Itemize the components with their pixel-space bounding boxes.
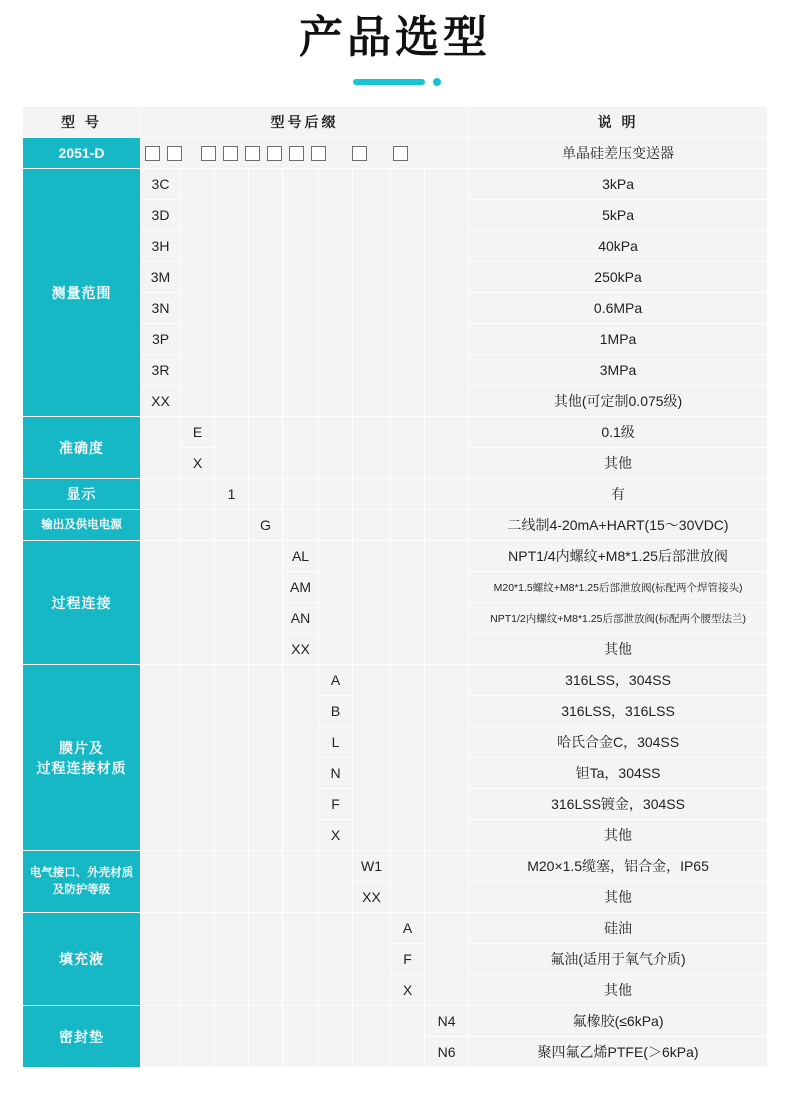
table-row (23, 665, 768, 696)
blank-cell (319, 169, 353, 417)
section-label: 准确度 (23, 417, 141, 479)
blank-cell (391, 665, 425, 851)
blank-cell (181, 169, 215, 417)
option-code: N4 (425, 1006, 469, 1037)
option-description: 316LSS，316LSS (469, 696, 768, 727)
option-code: 3N (141, 293, 181, 324)
blank-cell (141, 851, 181, 913)
option-code: A (319, 665, 353, 696)
section-label: 填充液 (23, 913, 141, 1006)
blank-cell (353, 169, 391, 417)
blank-cell (181, 479, 215, 510)
option-code: N (319, 758, 353, 789)
model-description: 单晶硅差压变送器 (469, 138, 768, 169)
section-label: 膜片及 过程连接材质 (23, 665, 141, 851)
blank-cell (353, 1006, 391, 1068)
option-description: 316LSS镀金，304SS (469, 789, 768, 820)
table-row (23, 913, 768, 944)
blank-cell (181, 913, 215, 1006)
option-code: XX (141, 386, 181, 417)
blank-cell (425, 417, 469, 479)
blank-cell (181, 665, 215, 851)
option-description: 1MPa (469, 324, 768, 355)
option-code: F (391, 944, 425, 975)
blank-cell (181, 851, 215, 913)
option-code: 1 (215, 479, 249, 510)
option-code: L (319, 727, 353, 758)
header-model: 型 号 (23, 107, 141, 138)
blank-cell (319, 851, 353, 913)
option-description: 钽Ta，304SS (469, 758, 768, 789)
option-description: 0.6MPa (469, 293, 768, 324)
table-row (23, 510, 768, 541)
option-code: E (181, 417, 215, 448)
blank-cell (215, 665, 249, 851)
model-code: 2051-D (23, 138, 141, 169)
option-code: N6 (425, 1037, 469, 1068)
decoration-dot (433, 78, 441, 86)
option-description: M20×1.5缆塞，铝合金，IP65 (469, 851, 768, 882)
blank-cell (391, 851, 425, 913)
blank-cell (425, 851, 469, 913)
option-code: 3C (141, 169, 181, 200)
blank-cell (425, 169, 469, 417)
blank-cell (249, 169, 283, 417)
blank-cell (141, 510, 181, 541)
blank-cell (141, 1006, 181, 1068)
option-description: 0.1级 (469, 417, 768, 448)
blank-cell (425, 665, 469, 851)
blank-cell (319, 913, 353, 1006)
blank-cell (319, 541, 353, 665)
blank-cell (283, 479, 319, 510)
option-description: 其他 (469, 882, 768, 913)
option-code: 3P (141, 324, 181, 355)
option-code: 3R (141, 355, 181, 386)
option-code: W1 (353, 851, 391, 882)
suffix-box (167, 146, 182, 161)
blank-cell (249, 1006, 283, 1068)
blank-cell (283, 851, 319, 913)
section-label: 测量范围 (23, 169, 141, 417)
option-code: X (319, 820, 353, 851)
blank-cell (249, 479, 283, 510)
option-code: 3D (141, 200, 181, 231)
suffix-box (245, 146, 260, 161)
blank-cell (215, 169, 249, 417)
blank-cell (283, 510, 319, 541)
blank-cell (391, 510, 425, 541)
decoration-bar (353, 79, 425, 85)
title-block (0, 0, 790, 88)
suffix-box (289, 146, 304, 161)
selection-table-wrapper (22, 106, 768, 1068)
option-code: F (319, 789, 353, 820)
option-description: 316LSS，304SS (469, 665, 768, 696)
blank-cell (215, 417, 249, 479)
blank-cell (425, 510, 469, 541)
blank-cell (425, 541, 469, 665)
option-description: 氟油(适用于氧气介质) (469, 944, 768, 975)
header-desc: 说 明 (469, 107, 768, 138)
suffix-box (201, 146, 216, 161)
blank-cell (391, 479, 425, 510)
blank-cell (215, 541, 249, 665)
option-description: 其他 (469, 975, 768, 1006)
blank-cell (215, 851, 249, 913)
option-code: 3H (141, 231, 181, 262)
header-suffix: 型号后缀 (141, 107, 469, 138)
blank-cell (283, 417, 319, 479)
blank-cell (249, 851, 283, 913)
suffix-box (352, 146, 367, 161)
blank-cell (353, 510, 391, 541)
suffix-box (223, 146, 238, 161)
option-code: XX (353, 882, 391, 913)
blank-cell (319, 1006, 353, 1068)
blank-cell (353, 913, 391, 1006)
option-code: AN (283, 603, 319, 634)
blank-cell (215, 1006, 249, 1068)
blank-cell (141, 417, 181, 479)
blank-cell (141, 479, 181, 510)
table-row (23, 541, 768, 572)
blank-cell (249, 913, 283, 1006)
blank-cell (391, 1006, 425, 1068)
table-row (23, 169, 768, 200)
option-description: NPT1/2内螺纹+M8*1.25后部泄放阀(标配两个腰型法兰) (469, 603, 768, 634)
blank-cell (425, 479, 469, 510)
section-label: 输出及供电电源 (23, 510, 141, 541)
blank-cell (283, 169, 319, 417)
blank-cell (425, 913, 469, 1006)
option-description: 有 (469, 479, 768, 510)
option-description: NPT1/4内螺纹+M8*1.25后部泄放阀 (469, 541, 768, 572)
blank-cell (319, 417, 353, 479)
table-row (23, 1006, 768, 1037)
option-description: 其他 (469, 820, 768, 851)
blank-cell (353, 417, 391, 479)
option-description: 3kPa (469, 169, 768, 200)
option-description: 硅油 (469, 913, 768, 944)
blank-cell (283, 1006, 319, 1068)
option-description: 其他 (469, 448, 768, 479)
suffix-box (267, 146, 282, 161)
option-code: B (319, 696, 353, 727)
option-code: 3M (141, 262, 181, 293)
blank-cell (353, 665, 391, 851)
blank-cell (391, 541, 425, 665)
page-title: 产品选型 (299, 13, 491, 62)
blank-cell (283, 665, 319, 851)
blank-cell (319, 510, 353, 541)
suffix-box (145, 146, 160, 161)
option-description: 其他(可定制0.075级) (469, 386, 768, 417)
blank-cell (353, 479, 391, 510)
selection-table (22, 106, 768, 1068)
blank-cell (249, 541, 283, 665)
section-label: 电气接口、外壳材质 及防护等级 (23, 851, 141, 913)
option-code: X (391, 975, 425, 1006)
section-label: 过程连接 (23, 541, 141, 665)
blank-cell (141, 913, 181, 1006)
blank-cell (249, 417, 283, 479)
table-row (23, 851, 768, 882)
blank-cell (141, 665, 181, 851)
section-label: 显示 (23, 479, 141, 510)
blank-cell (215, 913, 249, 1006)
option-code: AM (283, 572, 319, 603)
option-code: G (249, 510, 283, 541)
blank-cell (249, 665, 283, 851)
blank-cell (319, 479, 353, 510)
suffix-box (311, 146, 326, 161)
title-decoration (335, 76, 455, 88)
option-description: 二线制4-20mA+HART(15～30VDC) (469, 510, 768, 541)
model-row (23, 138, 768, 169)
option-description: 氟橡胶(≤6kPa) (469, 1006, 768, 1037)
table-row (23, 417, 768, 448)
blank-cell (181, 510, 215, 541)
option-code: X (181, 448, 215, 479)
blank-cell (391, 169, 425, 417)
option-code: AL (283, 541, 319, 572)
option-description: 哈氏合金C，304SS (469, 727, 768, 758)
option-description: 3MPa (469, 355, 768, 386)
blank-cell (215, 510, 249, 541)
blank-cell (353, 541, 391, 665)
option-description: 其他 (469, 634, 768, 665)
blank-cell (283, 913, 319, 1006)
blank-cell (181, 1006, 215, 1068)
table-header-row (23, 107, 768, 138)
option-code: XX (283, 634, 319, 665)
blank-cell (181, 541, 215, 665)
option-description: 聚四氟乙烯PTFE(＞6kPa) (469, 1037, 768, 1068)
blank-cell (141, 541, 181, 665)
table-row (23, 479, 768, 510)
blank-cell (391, 417, 425, 479)
option-code: A (391, 913, 425, 944)
option-description: 40kPa (469, 231, 768, 262)
option-description: 250kPa (469, 262, 768, 293)
suffix-box (393, 146, 408, 161)
section-label: 密封垫 (23, 1006, 141, 1068)
option-description: 5kPa (469, 200, 768, 231)
suffix-boxes (141, 138, 469, 169)
option-description: M20*1.5螺纹+M8*1.25后部泄放阀(标配两个焊管接头) (469, 572, 768, 603)
